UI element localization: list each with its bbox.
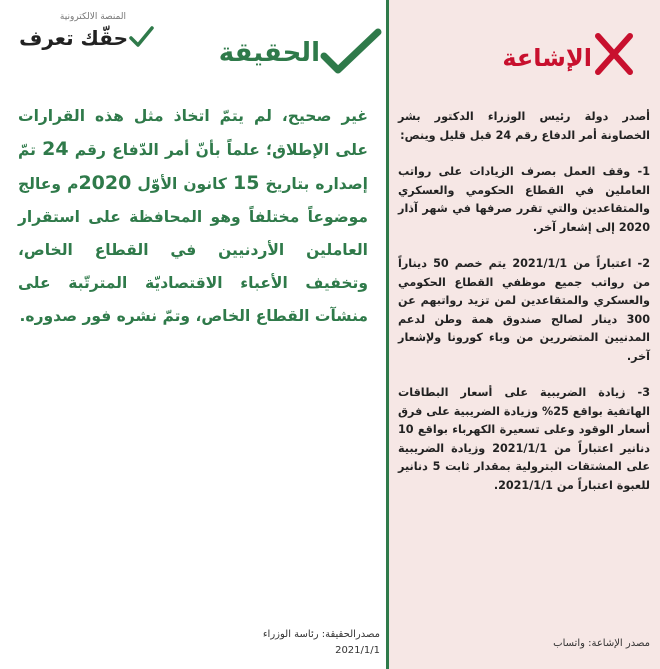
x-mark-icon — [592, 30, 636, 78]
truth-title: الحقيقة — [218, 38, 320, 68]
truth-text-part: تمّ إصداره بتاريخ — [18, 141, 368, 193]
truth-text-number: 15 — [232, 172, 260, 194]
rumor-source: مصدر الإشاعة: واتساب — [553, 638, 650, 649]
rumor-item: 1- وقف العمل بصرف الزيادات على رواتب العاملين في القطاع الحكومي والعسكري والمتقاعدين والتي تقرر صرفها في شهر آذار 2020 إلى إشعار آخر. — [398, 165, 650, 234]
truth-source-label: مصدرالحقيقة: رئاسة الوزراء — [262, 629, 380, 640]
rumor-item: 3- زيادة الضريبية على أسعار البطاقات الهاتفية بواقع 25% وزيادة الضريبية على فرق أسعار الوقود وعلى تسعيرة الكهرباء بواقع 10 دنانير اعتباراً من 2021/1/1 وزيادة الضريبية على المشتقات البترولية بمقدار ثابت 5 دنانير للعبوة اعتباراً من 2021/1/1. — [398, 386, 650, 492]
rumor-header — [460, 30, 650, 80]
truth-text-part: غير صحيح، لم يتمّ اتخاذ مثل هذه القرارات على الإطلاق؛ علماً بأنّ أمر الدّفاع رقم — [18, 107, 368, 159]
truth-text-part: م وعالج موضوعاً مختلفاً وهو المحافظة على استقرار العاملين الأردنيين في القطاع الخاص، وتخفيف الأعباء الاقتصاديّة المترتّبة على منشآت القطاع الخاص، وتمّ نشره فور صدوره. — [18, 175, 368, 325]
truth-source-date: 2021/1/1 — [335, 645, 380, 656]
platform-logo — [16, 12, 156, 52]
truth-header — [210, 28, 382, 74]
truth-text-part: كانون الأوّل — [131, 175, 233, 193]
truth-source — [200, 627, 380, 659]
logo-subtitle: المنصة الالكترونية — [59, 12, 126, 22]
rumor-intro: أصدر دولة رئيس الوزراء الدكتور بشر الخصاونة أمر الدفاع رقم 24 قبل قليل وينص: — [398, 110, 650, 142]
truth-text-number: 2020 — [78, 172, 132, 194]
rumor-title: الإشاعة — [502, 44, 592, 72]
rumor-text — [398, 108, 650, 513]
truth-text-number: 24 — [42, 138, 69, 160]
rumor-item: 2- اعتباراً من 2021/1/1 يتم خصم 50 ديناراً من رواتب جميع موظفي القطاع الحكومي والعسكري والمتقاعدين لمن تزيد رواتبهم عن 300 دينار لصالح صندوق همة وطن لدعم المدنيين المتضررين من وباء كورونا ولإشعار آخر. — [398, 257, 650, 363]
logo-name: حقّك تعرف — [19, 26, 128, 50]
truth-text — [18, 100, 368, 333]
logo-check-icon — [128, 24, 154, 50]
checkmark-icon — [320, 28, 382, 74]
